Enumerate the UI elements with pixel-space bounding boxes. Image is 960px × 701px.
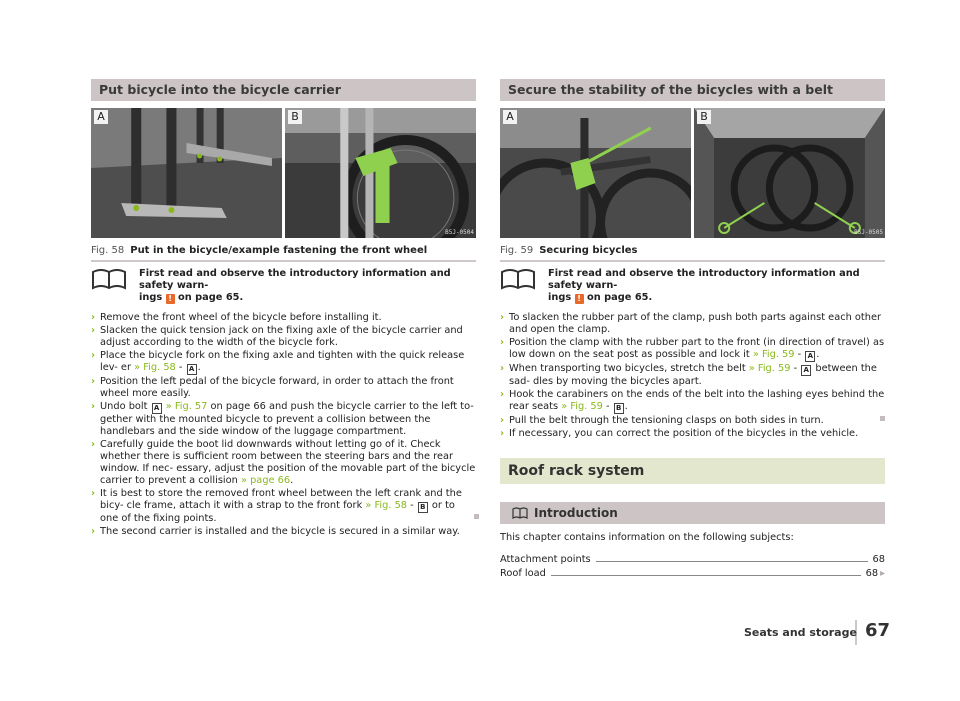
step-text: Slacken the quick tension jack on the fixing axle of the bicycle carrier and adjust according to the width of the bicycle fork. <box>100 325 463 348</box>
introduction-title: Introduction <box>534 506 618 520</box>
instruction-step <box>91 526 476 538</box>
instruction-step <box>500 337 885 362</box>
step-text: The second carrier is installed and the bicycle is secured in a similar way. <box>100 526 460 537</box>
step-text: Carefully guide the boot lid downwards without letting go of it. Check whether there is sufficient room between the steering bars and the rear window. If nec- essary, adjust the position of the movable part of the bicycle carrier to prevent a collision <box>100 439 476 486</box>
step-text: or to one of the fixing points. <box>100 500 455 524</box>
toc-leader <box>596 561 868 562</box>
figure-caption <box>500 245 885 262</box>
notice-line1: First read and observe the introductory information and safety warn- <box>548 268 860 291</box>
step-text: on page 66 and push the bicycle carrier to the left to- gether with the mounted bicycle to prevent a collision between the handlebars and the side window of the luggage compartment. <box>100 401 474 437</box>
figure-reference-link[interactable]: » Fig. 59 <box>561 401 603 412</box>
panel-label-b: B <box>697 110 711 124</box>
bullet-chevron-icon: › <box>91 488 96 499</box>
figure-code: B5J-0505 <box>854 229 883 236</box>
callout-key: B <box>418 502 428 513</box>
section-heading: Secure the stability of the bicycles with a belt <box>500 79 885 101</box>
safety-notice <box>500 268 885 304</box>
bullet-chevron-icon: › <box>91 350 96 361</box>
step-text: Pull the belt through the tensioning clasps on both sides in turn. <box>509 415 824 426</box>
carrier-photo-b <box>285 108 476 238</box>
instruction-list <box>500 312 885 440</box>
figure-number: Fig. 59 <box>500 245 534 256</box>
step-text: between the sad- dles by moving the bicycles apart. <box>509 363 877 387</box>
instruction-step <box>91 488 476 525</box>
instruction-step <box>91 439 476 487</box>
figure-reference-link[interactable]: » Fig. 59 <box>748 363 791 374</box>
step-text: If necessary, you can correct the position of the bicycles in the vehicle. <box>509 428 859 439</box>
callout-key: B <box>614 403 624 414</box>
figure-caption-text: Put in the bicycle/example fastening the front wheel <box>130 245 428 256</box>
step-separator: - <box>175 362 186 373</box>
notice-line2-pre: ings <box>548 292 572 303</box>
warning-icon: ! <box>166 294 175 304</box>
introduction-text: This chapter contains information on the following subjects: <box>500 532 794 543</box>
instruction-step <box>91 325 476 349</box>
step-text: . <box>624 401 628 412</box>
bullet-chevron-icon: › <box>91 439 96 450</box>
notice-line1: First read and observe the introductory information and safety warn- <box>139 268 451 291</box>
introduction-heading <box>500 502 885 524</box>
instruction-step <box>91 350 476 375</box>
instruction-step <box>91 312 476 324</box>
callout-key: A <box>801 365 811 376</box>
panel-label-b: B <box>288 110 302 124</box>
open-book-icon <box>512 507 528 519</box>
step-separator: - <box>794 349 805 360</box>
figure-panel-b <box>285 108 476 238</box>
toc-page: 68 <box>872 554 885 565</box>
belt-photo-a <box>500 108 691 238</box>
figure-panel-a <box>91 108 282 238</box>
panel-label-a: A <box>503 110 517 124</box>
bullet-chevron-icon: › <box>500 363 505 374</box>
toc-label: Attachment points <box>500 554 591 565</box>
figure-reference-link[interactable]: » page 66 <box>240 475 291 486</box>
step-text: When transporting two bicycles, stretch the belt <box>509 363 746 374</box>
chapter-heading: Roof rack system <box>500 458 885 484</box>
bullet-chevron-icon: › <box>500 312 505 323</box>
section-end-marker <box>474 514 479 519</box>
open-book-icon <box>91 268 127 290</box>
step-text: . <box>197 362 201 373</box>
bullet-chevron-icon: › <box>91 325 96 336</box>
toc-leader <box>551 575 861 576</box>
footer-section-title: Seats and storage <box>743 626 857 639</box>
callout-key: A <box>187 364 197 375</box>
figure-code: B5J-0504 <box>445 229 474 236</box>
instruction-step <box>500 415 885 427</box>
toc-label: Roof load <box>500 568 546 579</box>
open-book-icon <box>500 268 536 290</box>
section-end-marker <box>880 416 885 421</box>
step-text: To slacken the rubber part of the clamp, push both parts against each other and open the clamp. <box>509 312 882 335</box>
step-separator: - <box>790 363 801 374</box>
instruction-step <box>500 312 885 336</box>
page-number: 67 <box>864 620 890 641</box>
step-text: Position the clamp with the rubber part to the front (in direction of travel) as low down on the seat post as possible and lock it <box>509 337 885 360</box>
safety-notice <box>91 268 476 304</box>
notice-line2-post: on page 65. <box>587 292 653 303</box>
step-text: Hook the carabiners on the ends of the belt into the lashing eyes behind the rear seats <box>509 389 885 412</box>
step-text: . <box>816 349 820 360</box>
figure-number: Fig. 58 <box>91 245 125 256</box>
figure-caption-text: Securing bicycles <box>539 245 638 256</box>
bullet-chevron-icon: › <box>500 428 505 439</box>
panel-label-a: A <box>94 110 108 124</box>
instruction-step <box>500 363 885 388</box>
step-separator: - <box>602 401 613 412</box>
figure-59 <box>500 108 885 238</box>
bullet-chevron-icon: › <box>91 312 96 323</box>
figure-caption <box>91 245 476 262</box>
bullet-chevron-icon: › <box>500 389 505 400</box>
step-text: . <box>290 475 294 486</box>
bullet-chevron-icon: › <box>91 526 96 537</box>
left-column <box>91 79 476 539</box>
instruction-step <box>91 376 476 400</box>
bullet-chevron-icon: › <box>91 401 96 412</box>
figure-panel-b <box>694 108 885 238</box>
figure-reference-link[interactable]: » Fig. 58 <box>134 362 176 373</box>
instruction-list <box>91 312 476 538</box>
figure-reference-link[interactable]: » Fig. 57 <box>165 401 208 412</box>
step-text: Position the left pedal of the bicycle forward, in order to attach the front wheel more easily. <box>100 376 454 399</box>
step-text: Place the bicycle fork on the fixing axle and tighten with the quick release lev- er <box>100 350 465 373</box>
carrier-photo-a <box>91 108 282 238</box>
instruction-step <box>500 389 885 414</box>
figure-panel-a <box>500 108 691 238</box>
warning-icon: ! <box>575 294 584 304</box>
table-of-contents <box>500 553 885 581</box>
figure-reference-link[interactable]: » Fig. 59 <box>752 349 795 360</box>
toc-entry-attachment-points[interactable] <box>500 553 885 567</box>
toc-page: 68 <box>865 568 879 579</box>
section-heading: Put bicycle into the bicycle carrier <box>91 79 476 101</box>
bullet-chevron-icon: › <box>91 376 96 387</box>
page-footer <box>744 620 890 641</box>
step-text: Remove the front wheel of the bicycle before installing it. <box>100 312 382 323</box>
continue-arrow-icon: ▸ <box>880 568 885 579</box>
step-text: It is best to store the removed front wheel between the left crank and the bicy- cle frame, attach it with a strap to the front fork <box>100 488 462 511</box>
notice-line2-pre: ings <box>139 292 163 303</box>
step-separator: - <box>407 500 417 511</box>
callout-key: A <box>805 351 815 362</box>
figure-reference-link[interactable]: » Fig. 58 <box>365 500 408 511</box>
belt-photo-b <box>694 108 885 238</box>
figure-58 <box>91 108 476 238</box>
instruction-step <box>500 428 885 440</box>
instruction-step <box>91 401 476 438</box>
toc-entry-roof-load[interactable] <box>500 567 885 581</box>
bullet-chevron-icon: › <box>500 337 505 348</box>
bullet-chevron-icon: › <box>500 415 505 426</box>
right-column <box>500 79 885 581</box>
callout-key: A <box>152 403 162 414</box>
notice-line2-post: on page 65. <box>178 292 244 303</box>
step-text: Undo bolt <box>100 401 148 412</box>
